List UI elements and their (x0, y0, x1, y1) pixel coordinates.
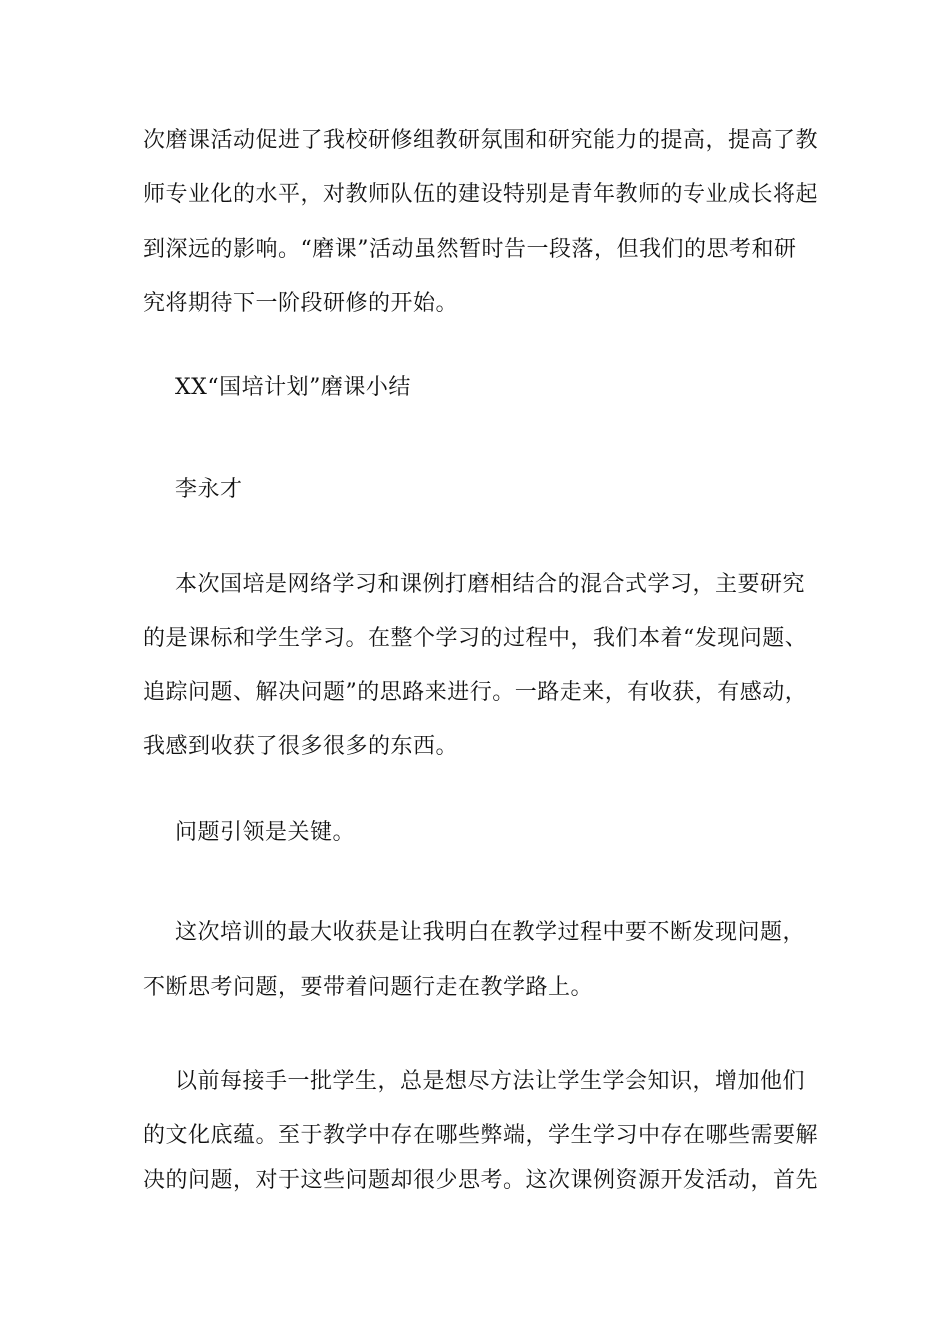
text-line: 不断思考问题，要带着问题行走在教学路上。 (143, 975, 594, 1000)
paragraph-heading: 问题引领是关键。 (175, 820, 356, 845)
text-line: 我感到收获了很多很多的东西。 (143, 734, 459, 759)
text-line: 决的问题，对于这些问题却很少思考。这次课例资源开发活动，首先 (143, 1168, 819, 1193)
section-title: XX“国培计划”磨课小结 (175, 375, 411, 400)
text-line: 到深远的影响。“磨课”活动虽然暂时告一段落，但我们的思考和研 (143, 237, 797, 262)
text-line: 师专业化的水平，对教师队伍的建设特别是青年教师的专业成长将起 (143, 182, 819, 207)
text-line: 的是课标和学生学习。在整个学习的过程中，我们本着“发现问题、 (143, 626, 808, 651)
text-line: 以前每接手一批学生，总是想尽方法让学生学会知识，增加他们 (175, 1069, 806, 1094)
author-name: 李永才 (175, 477, 243, 502)
text-line: 追踪问题、解决问题”的思路来进行。一路走来，有收获，有感动， (143, 680, 808, 705)
text-line: 次磨课活动促进了我校研修组教研氛围和研究能力的提高，提高了教 (143, 128, 819, 153)
text-line: 的文化底蕴。至于教学中存在哪些弊端，学生学习中存在哪些需要解 (143, 1123, 819, 1148)
text-line: 本次国培是网络学习和课例打磨相结合的混合式学习，主要研究 (175, 572, 806, 597)
text-line: 究将期待下一阶段研修的开始。 (143, 291, 459, 316)
text-line: 这次培训的最大收获是让我明白在教学过程中要不断发现问题， (175, 920, 806, 945)
